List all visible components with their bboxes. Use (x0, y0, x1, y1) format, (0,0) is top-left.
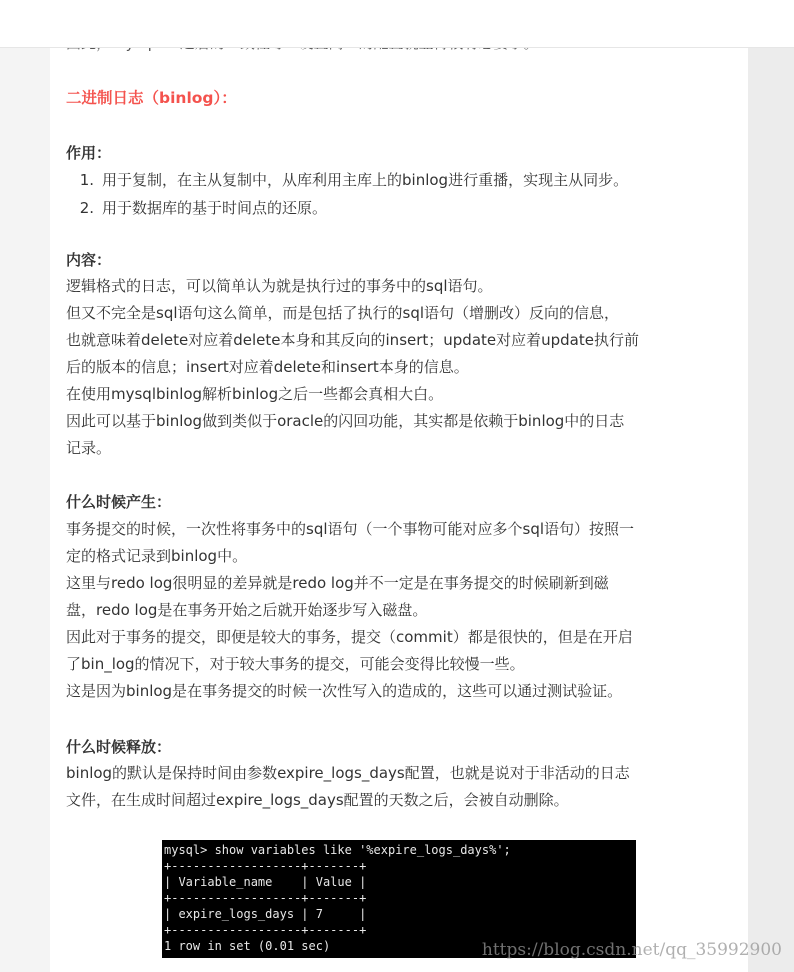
text-line: 文件，在生成时间超过expire_logs_days配置的天数之后，会被自动删除。 (66, 791, 569, 809)
list-item-text: 用于复制，在主从复制中，从库利用主库上的binlog进行重播，实现主从同步。 (102, 171, 629, 189)
text-line: 但又不完全是sql语句这么简单，而是包括了执行的sql语句（增删改）反向的信息， (66, 304, 620, 322)
text-line: binlog的默认是保持时间由参数expire_logs_days配置，也就是说对于非活动的日志 (66, 764, 630, 782)
text-line: 因此可以基于binlog做到类似于oracle的闪回功能，其实都是依赖于binlog中的日志 (66, 412, 625, 430)
terminal-line: mysql> show variables like '%expire_logs_days%'; (164, 843, 511, 857)
terminal-line: 1 row in set (0.01 sec) (164, 939, 331, 953)
terminal-line: +------------------+-------+ (164, 859, 367, 873)
text-line: 了bin_log的情况下，对于较大事务的提交，可能会变得比较慢一些。 (66, 655, 525, 673)
terminal-line: +------------------+-------+ (164, 923, 367, 937)
text-line: 盘，redo log是在事务开始之后就开始逐步写入磁盘。 (66, 601, 428, 619)
list-item (66, 194, 628, 222)
content-paragraph (66, 273, 736, 462)
text-line: 逻辑格式的日志，可以简单认为就是执行过的事务中的sql语句。 (66, 277, 493, 295)
text-line: 也就意味着delete对应着delete本身和其反向的insert；update对应着update执行前 (66, 331, 639, 349)
text-line: 因此对于事务的提交，即便是较大的事务，提交（commit）都是很快的，但是在开启 (66, 628, 633, 646)
list-item (66, 166, 628, 194)
text-line: 这里与redo log很明显的差异就是redo log并不一定是在事务提交的时候刷新到磁 (66, 574, 609, 592)
content-heading: 内容： (66, 251, 112, 269)
when-generated-paragraph (66, 516, 736, 705)
article-body (50, 0, 748, 972)
when-released-paragraph (66, 760, 736, 814)
terminal-line: +------------------+-------+ (164, 891, 367, 905)
purpose-heading: 作用： (66, 144, 112, 162)
text-line: 事务提交的时候，一次性将事务中的sql语句（一个事物可能对应多个sql语句）按照一 (66, 520, 635, 538)
when-released-heading: 什么时候释放： (66, 738, 172, 756)
text-line: 在使用mysqlbinlog解析binlog之后一些都会真相大白。 (66, 385, 444, 403)
text-line: 后的版本的信息；insert对应着delete和insert本身的信息。 (66, 358, 469, 376)
right-sidebar-background (748, 0, 794, 972)
terminal-line: | Variable_name | Value | (164, 875, 367, 889)
top-nav-bar (0, 0, 794, 48)
section-title: 二进制日志（binlog）： (66, 89, 237, 107)
list-number: 1. (79, 171, 94, 189)
text-line: 记录。 (66, 439, 112, 457)
purpose-list (66, 166, 628, 222)
when-generated-heading: 什么时候产生： (66, 493, 172, 511)
list-item-text: 用于数据库的基于时间点的还原。 (102, 199, 328, 217)
terminal-line: | expire_logs_days | 7 | (164, 907, 367, 921)
watermark: https://blog.csdn.net/qq_35992900 (481, 940, 782, 960)
list-number: 2. (79, 199, 94, 217)
text-line: 定的格式记录到binlog中。 (66, 547, 248, 565)
text-line: 这是因为binlog是在事务提交的时候一次性写入的造成的，这些可以通过测试验证。 (66, 682, 623, 700)
